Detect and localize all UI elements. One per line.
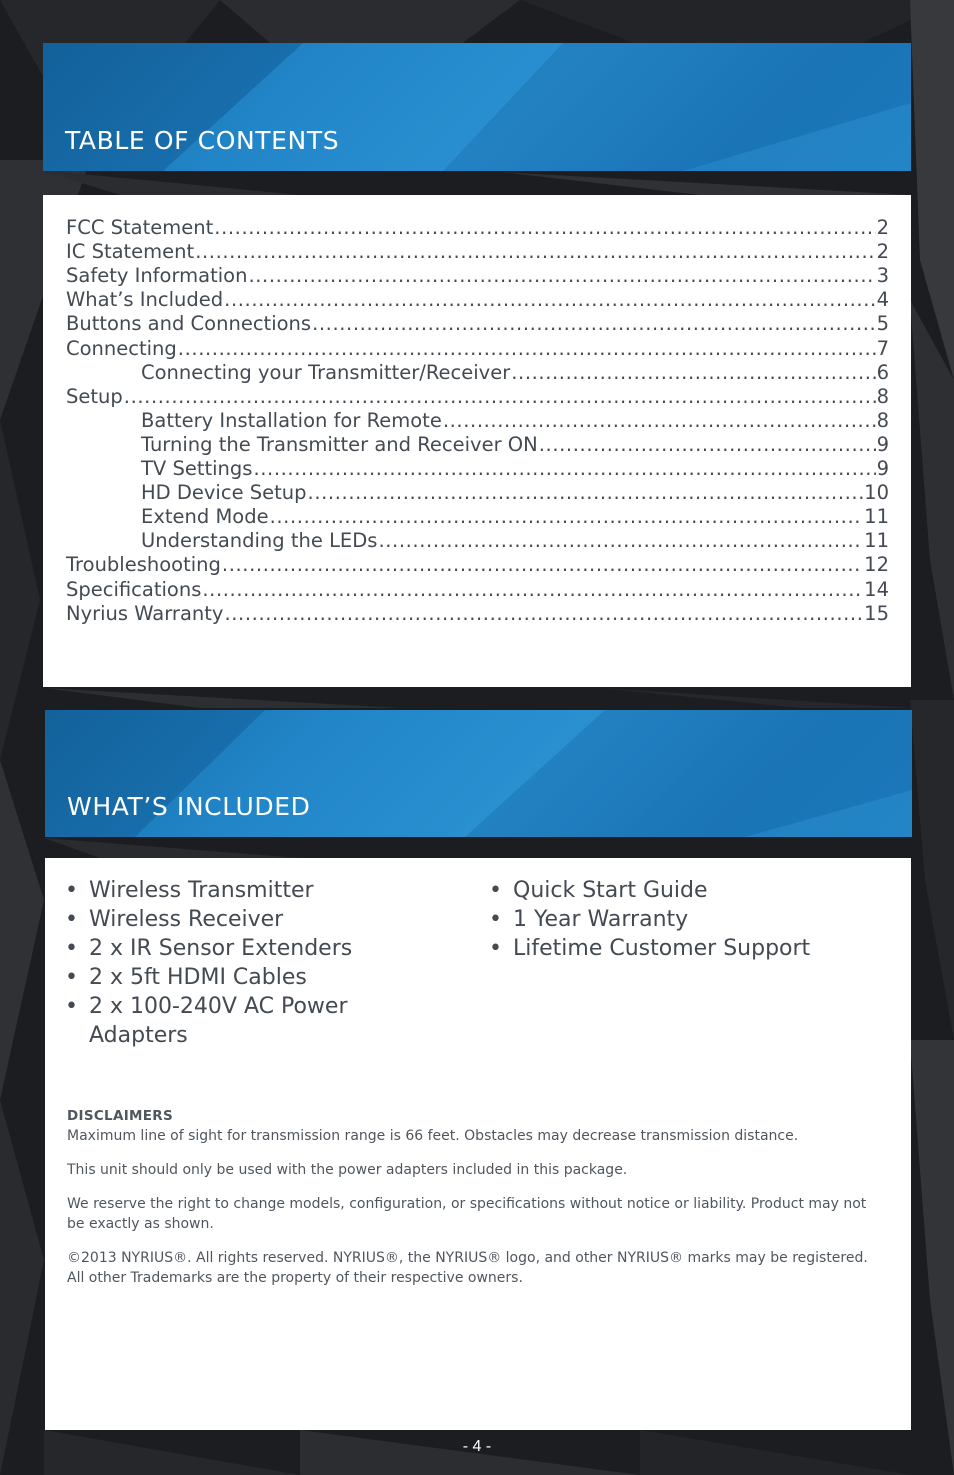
disclaimer-paragraph: This unit should only be used with the power adapters included in this package. (67, 1162, 628, 1178)
toc-entry[interactable] (66, 288, 889, 312)
toc-entry[interactable] (66, 602, 889, 626)
toc-leader-dots (248, 264, 875, 288)
toc-leader-dots (224, 288, 875, 312)
toc-entry-label: Understanding the LEDs (141, 529, 378, 553)
toc-entry[interactable] (141, 529, 889, 553)
toc-entry-label: Extend Mode (141, 505, 269, 529)
toc-entry[interactable] (66, 578, 889, 602)
toc-entry-label: HD Device Setup (141, 481, 307, 505)
toc-entry-page: 14 (864, 577, 889, 601)
included-item (489, 876, 889, 905)
toc-leader-dots (539, 433, 876, 457)
toc-entry-page: 2 (876, 240, 889, 264)
toc-entry-page: 9 (876, 432, 889, 456)
toc-entry[interactable] (66, 216, 889, 240)
bullet-icon: • (65, 878, 78, 903)
toc-entry-label: IC Statement (66, 240, 195, 264)
toc-entry-page: 8 (876, 384, 889, 408)
page-number: - 4 - (462, 1438, 492, 1455)
included-item (489, 934, 889, 963)
toc-entry-label: Buttons and Connections (66, 312, 312, 336)
toc-entry[interactable] (141, 505, 889, 529)
bullet-icon: • (65, 936, 78, 961)
included-item (65, 992, 395, 1050)
disclaimer-paragraph: Maximum line of sight for transmission range is 66 feet. Obstacles may decrease transmission distance. (67, 1128, 799, 1144)
included-panel (45, 858, 911, 1430)
bullet-icon: • (65, 907, 78, 932)
toc-entry-label: What’s Included (66, 288, 224, 312)
toc-entry-page: 3 (876, 264, 889, 288)
included-item-label: Quick Start Guide (513, 878, 708, 903)
toc-leader-dots (308, 481, 864, 505)
toc-entry-page: 9 (876, 457, 889, 480)
toc-leader-dots (124, 385, 876, 409)
toc-leader-dots (443, 409, 876, 433)
toc-panel (43, 195, 911, 687)
toc-leader-dots (312, 312, 876, 336)
toc-entry-page: 7 (876, 336, 889, 360)
toc-leader-dots (214, 216, 875, 240)
toc-entry-page: 6 (876, 360, 889, 384)
toc-entry-label: Troubleshooting (66, 553, 221, 577)
included-item (65, 934, 395, 963)
toc-entry-label: Safety Information (66, 264, 248, 288)
included-item-label: 1 Year Warranty (513, 907, 689, 932)
toc-entry-label: Setup (66, 384, 123, 408)
toc-entry[interactable] (66, 553, 889, 577)
toc-leader-dots (270, 505, 864, 529)
toc-entry[interactable] (141, 433, 889, 457)
toc-leader-dots (202, 578, 863, 602)
toc-leader-dots (222, 553, 863, 577)
toc-entry-label: Nyrius Warranty (66, 601, 224, 625)
bullet-icon: • (65, 994, 78, 1019)
toc-entry-page: 12 (864, 553, 889, 577)
included-item (489, 905, 889, 934)
toc-leader-dots (195, 240, 875, 264)
disclaimers-section (67, 1106, 887, 1302)
toc-entry-label: Turning the Transmitter and Receiver ON (141, 432, 538, 456)
included-item-label: Lifetime Customer Support (513, 936, 811, 961)
toc-entry-page: 4 (876, 288, 889, 312)
included-list-left (65, 876, 395, 1050)
included-item (65, 905, 395, 934)
toc-entry-page: 11 (864, 529, 889, 553)
toc-entry-label: Specifications (66, 577, 202, 601)
toc-header-banner (43, 43, 911, 171)
bullet-icon: • (65, 965, 78, 990)
toc-leader-dots (378, 529, 863, 553)
toc-title: TABLE OF CONTENTS (65, 126, 340, 155)
toc-entry-page: 2 (876, 216, 889, 239)
disclaimer-paragraph: ©2013 NYRIUS®. All rights reserved. NYRIUS®, the NYRIUS® logo, and other NYRIUS® marks may be registered. All other Trademarks are the property of their respective owners. (67, 1250, 868, 1286)
toc-entry-label: FCC Statement (66, 216, 214, 239)
toc-leader-dots (253, 457, 875, 481)
included-item-label: 2 x IR Sensor Extenders (89, 936, 353, 961)
bullet-icon: • (489, 936, 502, 961)
toc-entry[interactable] (66, 337, 889, 361)
toc-leader-dots (224, 602, 863, 626)
toc-entry-page: 8 (876, 408, 889, 432)
included-item (65, 876, 395, 905)
toc-entry[interactable] (66, 385, 889, 409)
toc-entry[interactable] (141, 361, 889, 385)
toc-entry[interactable] (66, 312, 889, 336)
toc-leader-dots (511, 361, 875, 385)
toc-entry-page: 10 (864, 481, 889, 505)
toc-leader-dots (178, 337, 876, 361)
disclaimer-paragraph: We reserve the right to change models, configuration, or specifications without notice or liability. Product may not be exactly as shown. (67, 1196, 867, 1232)
included-item-label: 2 x 100-240V AC Power Adapters (89, 994, 348, 1048)
included-list-right (489, 876, 889, 963)
toc-entry-page: 5 (876, 312, 889, 336)
included-header-banner (45, 710, 912, 837)
toc-entry-label: Battery Installation for Remote (141, 408, 442, 432)
included-item-label: Wireless Receiver (89, 907, 284, 932)
disclaimers-title: DISCLAIMERS (67, 1108, 174, 1124)
toc-entry[interactable] (66, 240, 889, 264)
bullet-icon: • (489, 878, 502, 903)
toc-entry-label: Connecting your Transmitter/Receiver (141, 360, 511, 384)
bullet-icon: • (489, 907, 502, 932)
toc-entry-page: 15 (864, 601, 889, 625)
included-item (65, 963, 395, 992)
toc-entry-label: Connecting (66, 336, 177, 360)
toc-entry[interactable] (141, 481, 889, 505)
toc-entry[interactable] (141, 409, 889, 433)
included-item-label: 2 x 5ft HDMI Cables (89, 965, 307, 990)
toc-entry[interactable] (141, 457, 889, 481)
toc-entry[interactable] (66, 264, 889, 288)
included-item-label: Wireless Transmitter (89, 878, 314, 903)
included-title: WHAT’S INCLUDED (67, 792, 311, 821)
toc-entry-label: TV Settings (141, 457, 253, 480)
toc-entry-page: 11 (864, 505, 889, 529)
